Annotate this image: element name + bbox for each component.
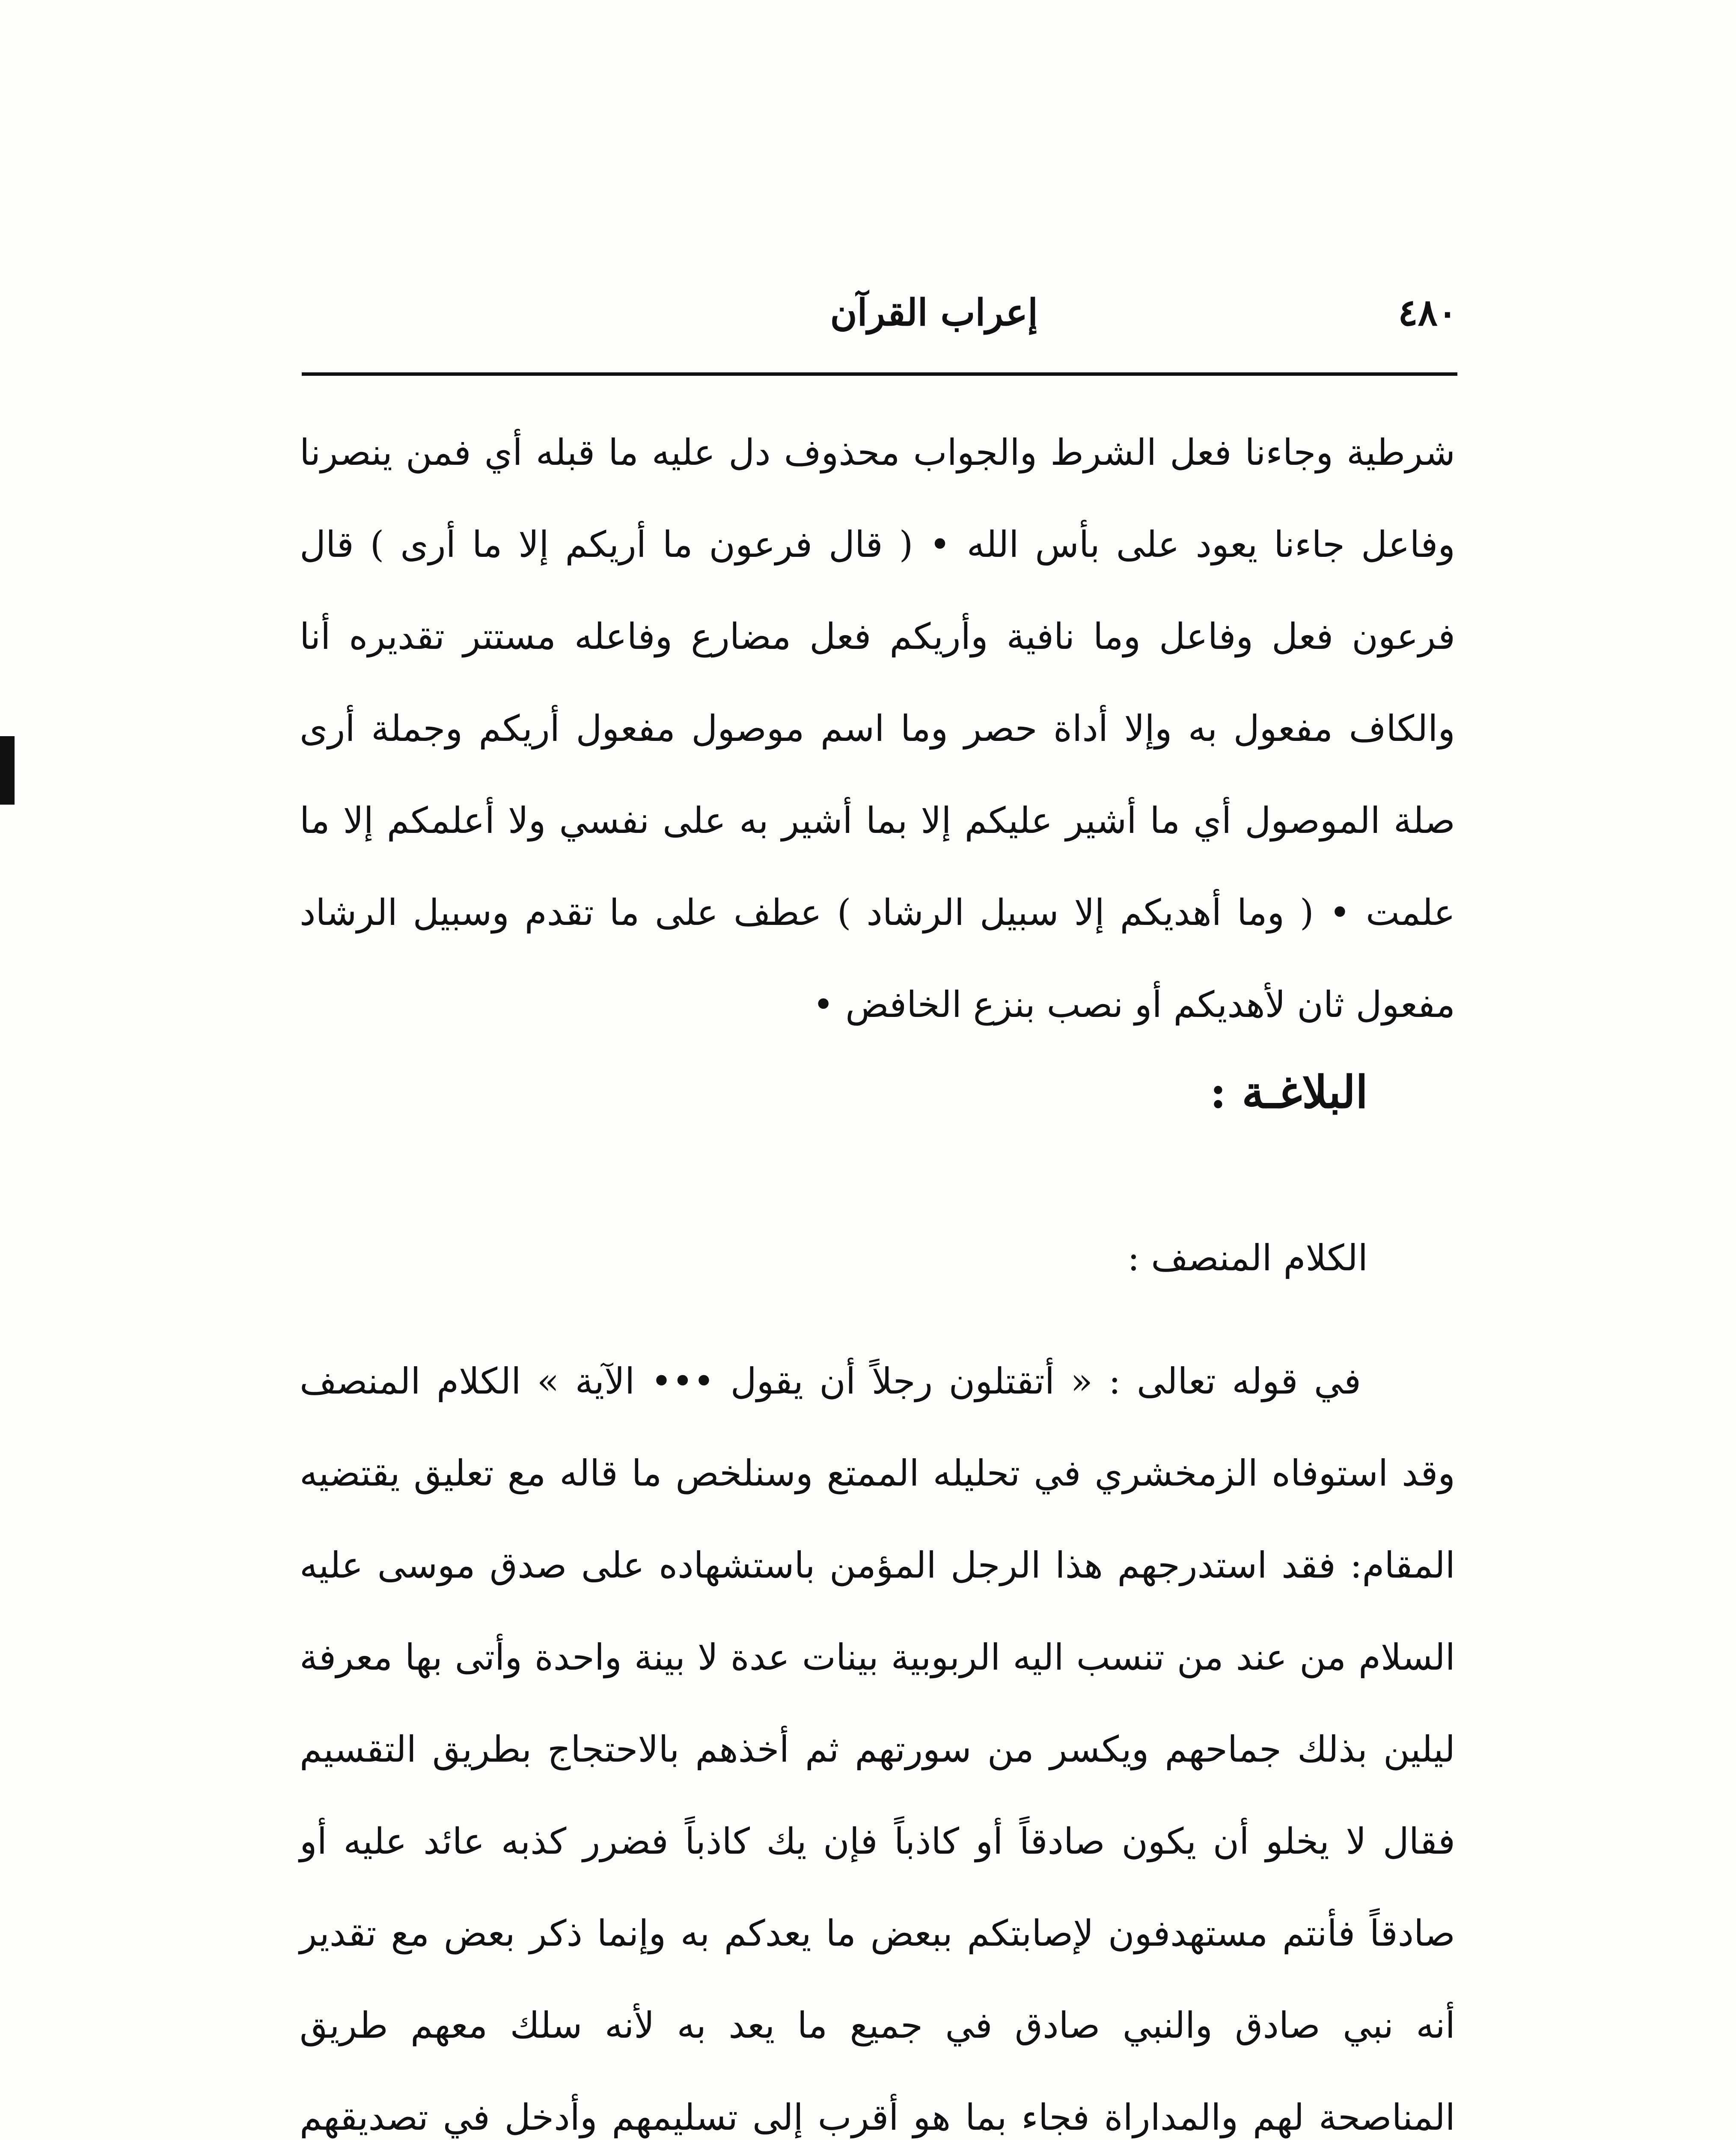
running-title: إعراب القرآن <box>830 291 1038 334</box>
page-number: ٤٨٠ <box>1398 291 1457 334</box>
paragraph-rhetoric: في قوله تعالى : « أتقتلون رجلاً أن يقول ••• الآية » الكلام المنصف وقد استوفاه الزمخشري في تحليله الممتع وسنلخص ما قاله مع تعليق يقتضيه المقام: فقد استدرجهم هذا الرجل المؤمن باستشهاده على صدق موسى عليه السلام من عند من تنسب اليه الربوبية بينات عدة لا بينة واحدة وأتى بها معرفة ليلين بذلك جماحهم ويكسر من سورتهم ثم أخذهم بالاحتجاج بطريق التقسيم فقال لا يخلو أن يكون صادقاً أو كاذباً فإن يك كاذباً فضرر كذبه عائد عليه أو صادقاً فأنتم مستهدفون لإصابتكم ببعض ما يعدكم به وإنما ذكر بعض مع تقدير أنه نبي صادق والنبي صادق في جميع ما يعد به لأنه سلك معهم طريق المناصحة لهم والمداراة فجاء بما هو أقرب إلى تسليمهم وأدخل في تصديقهم <box>300 1360 1455 2138</box>
scan-edge-mark <box>0 736 15 805</box>
page-header <box>302 274 1457 347</box>
header-divider <box>302 372 1457 376</box>
section-heading: البلاغـة : <box>1210 1066 1368 1118</box>
paragraph-grammar: شرطية وجاءنا فعل الشرط والجواب محذوف دل عليه ما قبله أي فمن ينصرنا وفاعل جاءنا يعود على بأس الله • ( قال فرعون ما أريكم إلا ما أرى ) قال فرعون فعل وفاعل وما نافية وأريكم فعل مضارع وفاعله مستتر تقديره أنا والكاف مفعول به وإلا أداة حصر وما اسم موصول مفعول أريكم وجملة أرى صلة الموصول أي ما أشير عليكم إلا بما أشير به على نفسي ولا أعلمكم إلا ما علمت • ( وما أهديكم إلا سبيل الرشاد ) عطف على ما تقدم وسبيل الرشاد مفعول ثان لأهديكم أو نصب بنزع الخافض • <box>300 431 1455 1025</box>
subheading: الكلام المنصف : <box>1127 1237 1368 1279</box>
